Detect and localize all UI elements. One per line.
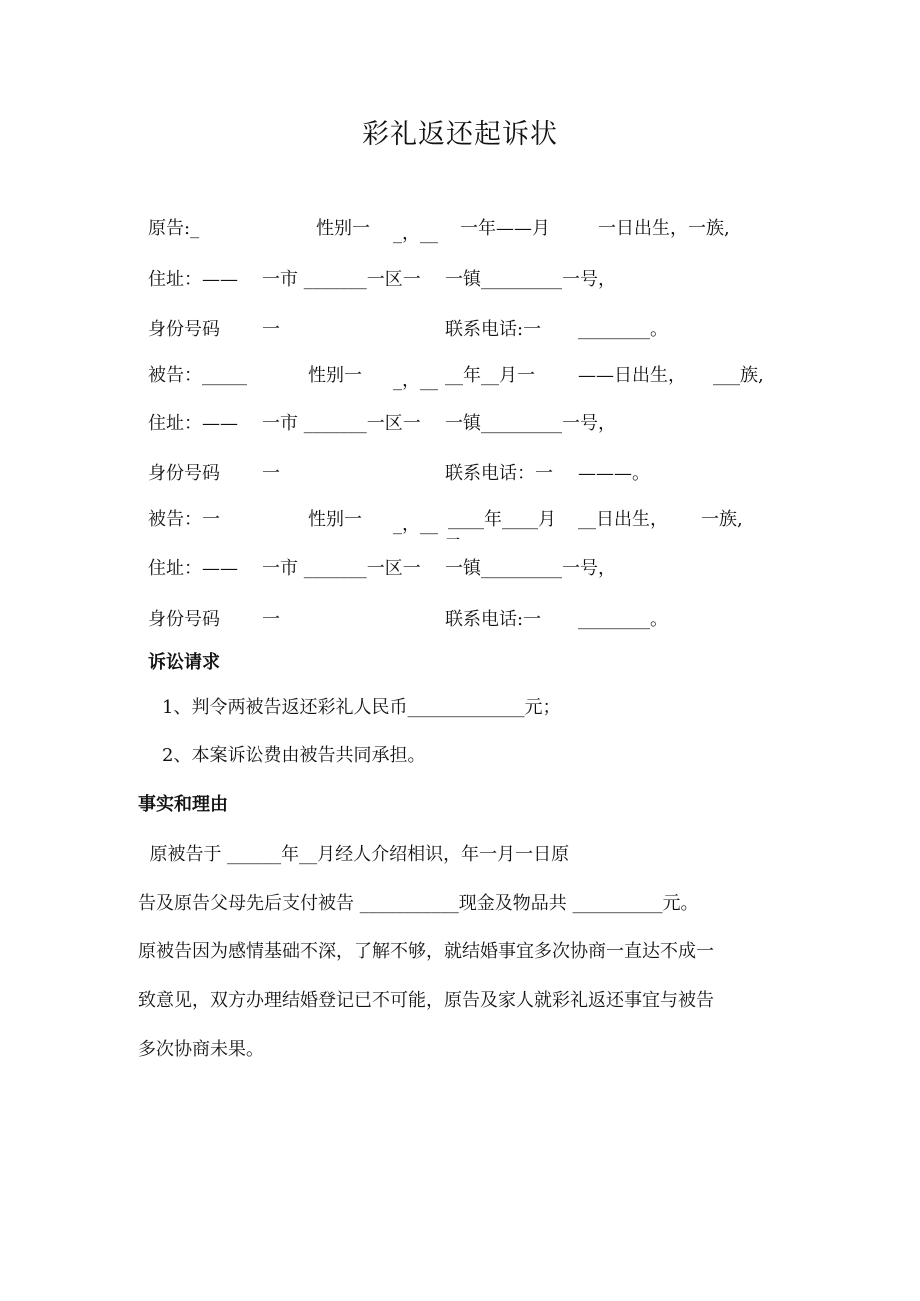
defendant1-id-fill: 一 [262,463,280,484]
plaintiff-id-fill: 一 [262,319,280,340]
plaintiff-gender-label: 性别一 [316,218,370,239]
plaintiff-gender-fill: _，__ [393,223,438,244]
plaintiff-name: 原告:_ [148,218,200,239]
defendant1-phone-fill: ———。 [578,463,650,484]
plaintiff-phone-fill: ________。 [578,319,668,340]
defendant1-address-label: 住址：—— [148,413,238,434]
defendant2-address-city: 一市 _______一区一 [262,558,421,579]
defendant2-phone-fill: ________。 [578,609,668,630]
plaintiff-phone-label: 联系电话:一 [445,319,542,340]
defendant1-name: 被告：_____ [148,365,247,386]
defendant1-birth-date: __年__月一 [445,365,535,386]
facts-line: 原被告于 ______年__月经人介绍相识，年一月一日原 [138,844,570,865]
defendant1-address-city: 一市 _______一区一 [262,413,421,434]
defendant2-id-fill: 一 [262,609,280,630]
defendant2-address-label: 住址：—— [148,558,238,579]
plaintiff-address-town: 一镇_________一号， [445,269,616,290]
facts-line: 多次协商未果。 [138,1039,264,1060]
defendant2-id-label: 身份号码 [148,609,220,630]
defendant2-mark: 一 [446,533,460,549]
defendant1-birth-label: ——日出生， [578,365,686,386]
defendant1-ethnic: ___族, [713,365,764,386]
claim-item: 2、本案诉讼费由被告共同承担。 [162,745,426,766]
defendant1-gender-label: 性别一 [308,365,362,386]
defendant2-gender-fill: _，__ [393,514,438,535]
defendant2-phone-label: 联系电话:一 [445,609,542,630]
plaintiff-birth-date: 一年——月 [460,218,550,239]
defendant2-name: 被告：一 [148,509,220,530]
plaintiff-birth-ethnic: 一日出生，一族, [598,218,730,239]
plaintiff-address-city: 一市 _______一区一 [262,269,421,290]
facts-line: 致意见，双方办理结婚登记已不可能，原告及家人就彩礼返还事宜与被告 [138,990,714,1011]
defendant1-address-town: 一镇_________一号， [445,413,616,434]
claims-heading: 诉讼请求 [148,652,220,673]
facts-line: 原被告因为感情基础不深，了解不够，就结婚事宜多次协商一直达不成一 [138,941,714,962]
document-title: 彩礼返还起诉状 [362,119,558,150]
defendant2-birth-date: ____年____月 [448,509,556,530]
defendant2-ethnic: 一族, [701,509,743,530]
defendant1-gender-fill: _，__ [393,370,438,391]
defendant1-id-label: 身份号码 [148,463,220,484]
claim-item: 1、判令两被告返还彩礼人民币_____________元； [162,697,561,718]
facts-heading: 事实和理由 [138,794,228,815]
defendant1-phone-label: 联系电话：一 [445,463,553,484]
defendant2-birth-label: __日出生， [578,509,668,530]
facts-line: 告及原告父母先后支付被告 ___________现金及物品共 __________元。 [138,893,699,914]
plaintiff-address-label: 住址：—— [148,269,238,290]
plaintiff-id-label: 身份号码 [148,319,220,340]
defendant2-gender-label: 性别一 [308,509,362,530]
defendant2-address-town: 一镇_________一号， [445,558,616,579]
